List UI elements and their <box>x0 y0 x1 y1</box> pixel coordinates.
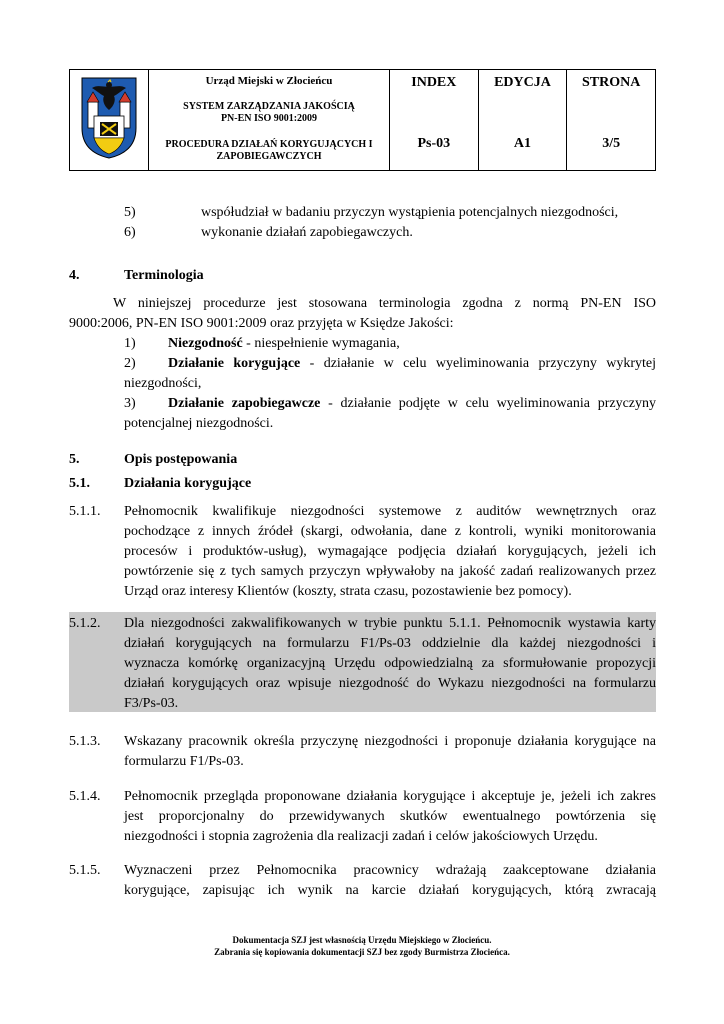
item-5-1-1-line5: Urząd oraz interesy Klientów (koszty, strata czasu, pozostawienie bez pomocy). <box>124 584 572 599</box>
page-footer <box>0 934 724 958</box>
term2-name: Działanie korygujące <box>168 356 301 371</box>
item-5-1-3-line1: Wskazany pracownik określa przyczynę niezgodności i proponuje działania korygujące na <box>124 734 656 749</box>
term2-continuation: niezgodności, <box>124 376 202 391</box>
item-5-1-4-line2: jest proporcjonalny do przewidywanych skutków ewentualnego powtórzenia się <box>124 809 656 824</box>
document-header <box>69 69 656 171</box>
page-cell <box>567 70 656 171</box>
list-top-num-5: 5) <box>124 205 136 220</box>
section4-number: 4. <box>69 268 80 283</box>
item-5-1-1-number: 5.1.1. <box>69 504 101 519</box>
section4-title: Terminologia <box>124 268 204 283</box>
section4-intro-line1: W niniejszej procedurze jest stosowana terminologia zgodna z normą PN-EN ISO <box>113 296 656 311</box>
term3-number: 3) <box>124 396 136 411</box>
term3-continuation: potencjalnej niezgodności. <box>124 416 274 431</box>
footer-line2: Zabrania się kopiowania dokumentacji SZJ bez zgody Burmistrza Złocieńca. <box>214 947 510 957</box>
term2-number: 2) <box>124 356 136 371</box>
page-value: 3/5 <box>602 136 621 151</box>
system-line2: PN-EN ISO 9001:2009 <box>220 113 318 124</box>
section4-intro-line2: 9000:2006, PN-EN ISO 9001:2009 oraz przyjęta w Księdze Jakości: <box>69 316 454 331</box>
item-5-1-4-line3: niezgodności i stopnia zagrożenia dla realizacji zadań i celów jakościowych Urzędu. <box>124 829 598 844</box>
index-cell <box>390 70 479 171</box>
system-line1: SYSTEM ZARZĄDZANIA JAKOŚCIĄ <box>183 101 355 112</box>
item-5-1-5-line1: Wyznaczeni przez Pełnomocnika pracownicy wdrażają zaakceptowane działania <box>124 863 656 878</box>
item-5-1-3-number: 5.1.3. <box>69 734 101 749</box>
office-name: Urząd Miejski w Złocieńcu <box>205 75 333 87</box>
section5-title: Opis postępowania <box>124 452 238 467</box>
item-5-1-5-number: 5.1.5. <box>69 863 101 878</box>
edition-cell <box>478 70 567 171</box>
index-label: INDEX <box>411 75 457 90</box>
edition-value: A1 <box>513 136 532 151</box>
item-5-1-4-number: 5.1.4. <box>69 789 101 804</box>
item-5-1-3-line2: formularzu F1/Ps-03. <box>124 754 244 769</box>
term3-name: Działanie zapobiegawcze <box>168 396 321 411</box>
term1 <box>168 334 400 354</box>
item-5-1-1-line3: procesów i produktów-usług), wymagające podjęcia działań korygujących, jeżeli ich <box>124 544 656 559</box>
section51-number: 5.1. <box>69 476 90 491</box>
item-5-1-2-number: 5.1.2. <box>69 616 101 631</box>
item-5-1-2-line5: F3/Ps-03. <box>124 696 179 711</box>
edition-label: EDYCJA <box>494 75 551 90</box>
list-top-num-6: 6) <box>124 225 136 240</box>
term1-name: Niezgodność <box>168 336 243 351</box>
item-5-1-2-line1: Dla niezgodności zakwalifikowanych w trybie punktu 5.1.1. Pełnomocnik wystawia karty <box>124 616 656 631</box>
page-label: STRONA <box>581 75 641 90</box>
title-cell <box>149 70 390 171</box>
item-5-1-1-line2: pochodzące z innych źródeł (skargi, odwołania, dane z kontroli, wyniki monitorowania <box>124 524 656 539</box>
section51-title: Działania korygujące <box>124 476 252 491</box>
section5-number: 5. <box>69 452 80 467</box>
item-5-1-1-line1: Pełnomocnik kwalifikuje niezgodności systemowe z auditów wewnętrznych oraz <box>124 504 656 519</box>
item-5-1-2-line3: wyznacza komórkę organizacyjną Urzędu odpowiedzialną za sformułowanie propozycji <box>124 656 656 671</box>
item-5-1-1-line4: powtórzenie się z tych samych przyczyn wpływałoby na jakość zadań realizowanych przez <box>124 564 656 579</box>
index-value: Ps-03 <box>417 136 451 151</box>
coat-of-arms-icon <box>80 76 138 160</box>
procedure-line2: ZAPOBIEGAWCZYCH <box>216 151 322 162</box>
term3 <box>168 394 656 414</box>
list-top-text-6: wykonanie działań zapobiegawczych. <box>201 225 413 240</box>
item-5-1-4-line1: Pełnomocnik przegląda proponowane działania korygujące i akceptuje je, jeżeli ich zakres <box>124 789 656 804</box>
term3-definition: - działanie podjęte w celu wyeliminowania przyczyny <box>320 396 656 411</box>
term2 <box>168 354 656 374</box>
item-5-1-2-line4: działań korygujących oraz wpisuje niezgodność do Wykazu niezgodności na formularzu <box>124 676 656 691</box>
item-5-1-2-line2: działań korygujących na formularzu F1/Ps-03 oddzielnie dla każdej niezgodności i <box>124 636 656 651</box>
term1-definition: - niespełnienie wymagania, <box>242 336 400 351</box>
term1-number: 1) <box>124 336 136 351</box>
procedure-line1: PROCEDURA DZIAŁAŃ KORYGUJĄCYCH I <box>165 139 373 150</box>
logo-cell <box>70 70 149 171</box>
list-top-text-5: współudział w badaniu przyczyn wystąpienia potencjalnych niezgodności, <box>201 205 619 220</box>
footer-line1: Dokumentacja SZJ jest własnością Urzędu Miejskiego w Złocieńcu. <box>232 935 492 945</box>
item-5-1-5-line2: korygujące, zapisując ich wynik na karcie działań korygujących, którą zwracają <box>124 883 656 898</box>
term2-definition: - działanie w celu wyeliminowania przyczyny wykrytej <box>300 356 656 371</box>
